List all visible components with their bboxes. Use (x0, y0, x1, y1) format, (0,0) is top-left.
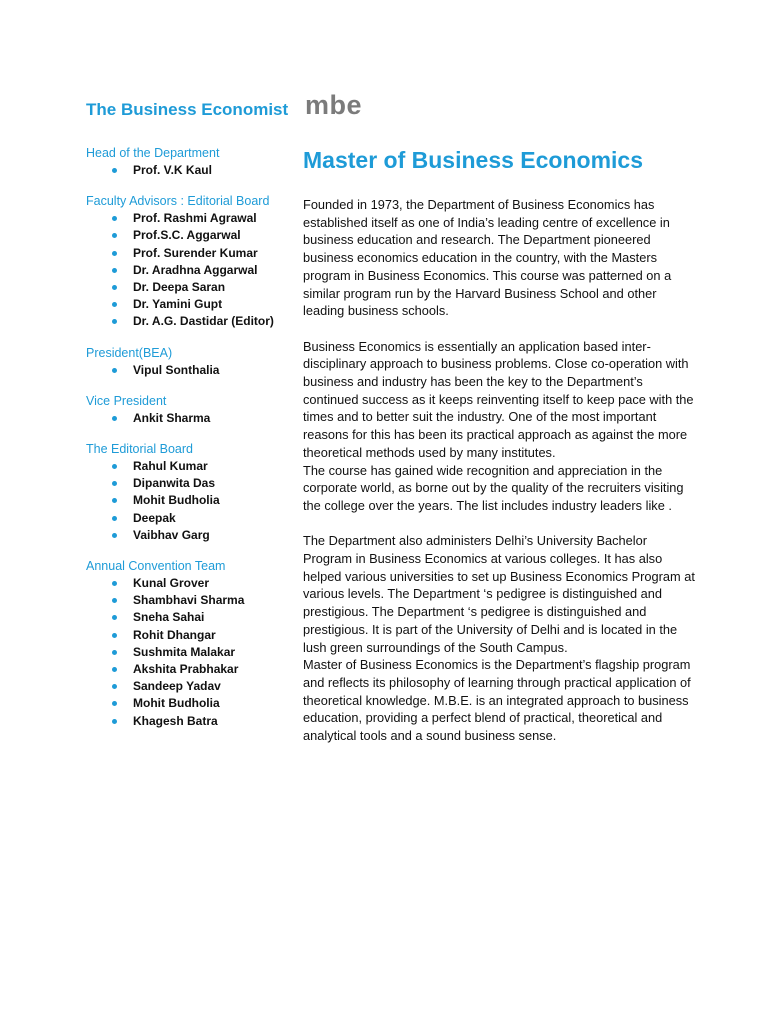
member-name: Shambhavi Sharma (133, 593, 245, 608)
member-name: Prof.S.C. Aggarwal (133, 228, 241, 243)
member-item (86, 162, 286, 179)
sidebar (86, 145, 286, 744)
section-head-of-department (86, 145, 286, 179)
member-item (86, 575, 286, 592)
member-item (86, 713, 286, 730)
bullet-icon (112, 481, 117, 486)
bullet-icon (112, 464, 117, 469)
member-item (86, 296, 286, 313)
member-item (86, 458, 286, 475)
member-name: Prof. Surender Kumar (133, 245, 258, 260)
member-name: Dr. Yamini Gupt (133, 297, 223, 312)
member-item (86, 245, 286, 262)
member-item (86, 678, 286, 695)
member-name: Sushmita Malakar (133, 644, 236, 659)
bullet-icon (112, 667, 117, 672)
member-item (86, 609, 286, 626)
member-item (86, 227, 286, 244)
member-item (86, 644, 286, 661)
member-item (86, 362, 286, 379)
member-item (86, 510, 286, 527)
member-item (86, 695, 286, 712)
paragraph-approach: Business Economics is essentially an application based inter-disciplinary approach to business problems. Close co-operation with business and industry has been the key to the Department’s continued success as it keeps reinventing itself to keep pace with the times and to better suit the industry. One of the most important reasons for this has been its practical approach as against the more theoretical methods used by many institutes. (303, 338, 694, 460)
bullet-icon (112, 168, 117, 173)
masthead-title: The Business Economist (86, 100, 289, 119)
member-name: Khagesh Batra (133, 713, 218, 728)
member-name: Sneha Sahai (133, 610, 205, 625)
section-vice-president (86, 393, 286, 427)
member-name: Akshita Prabhakar (133, 662, 239, 677)
paragraph-gap (303, 320, 698, 338)
member-name: Vipul Sonthalia (133, 362, 220, 377)
bullet-icon (112, 533, 117, 538)
member-item (86, 661, 286, 678)
bullet-icon (112, 650, 117, 655)
bullet-icon (112, 516, 117, 521)
section-heading: President(BEA) (86, 345, 173, 360)
section-annual-convention-team (86, 558, 286, 730)
bullet-icon (112, 498, 117, 503)
member-name: Ankit Sharma (133, 410, 211, 425)
member-name: Sandeep Yadav (133, 679, 221, 694)
bullet-icon (112, 368, 117, 373)
masthead-logo: mbe (305, 90, 363, 120)
member-name: Kunal Grover (133, 576, 210, 591)
section-heading: The Editorial Board (86, 442, 194, 457)
bullet-icon (112, 581, 117, 586)
member-name: Dipanwita Das (133, 476, 216, 491)
section-heading: Head of the Department (86, 146, 220, 160)
member-item (86, 627, 286, 644)
bullet-icon (112, 233, 117, 238)
paragraph-flagship: Master of Business Economics is the Department’s flagship program and reflects its philosophy of learning through practical application of theoretical knowledge. M.B.E. is an integrated approach to business education, providing a perfect blend of practical, theoretical and analytical tools and a sound business sense. (303, 657, 691, 744)
member-name: Mohit Budholia (133, 696, 220, 711)
bullet-icon (112, 633, 117, 638)
member-name: Dr. Deepa Saran (133, 280, 226, 295)
member-item (86, 592, 286, 609)
bullet-icon (112, 615, 117, 620)
member-name: Mohit Budholia (133, 493, 220, 508)
bullet-icon (112, 719, 117, 724)
main-content (303, 144, 698, 745)
member-name: Dr. A.G. Dastidar (Editor) (133, 314, 274, 329)
member-item (86, 492, 286, 509)
member-name: Prof. Rashmi Agrawal (133, 211, 257, 226)
member-item (86, 527, 286, 544)
member-name: Rohit Dhangar (133, 627, 216, 642)
member-item (86, 410, 286, 427)
member-name: Rahul Kumar (133, 459, 208, 474)
member-item (86, 279, 286, 296)
paragraph-founding: Founded in 1973, the Department of Business Economics has established itself as one of India’s leading centre of excellence in business education and research. The Department pioneered business economics education in the country, with the Masters program in Business Economics. This course was patterned on a similar program run by the Harvard Business School and other leading business schools. (303, 197, 672, 319)
bullet-icon (112, 251, 117, 256)
section-heading: Faculty Advisors : Editorial Board (86, 194, 270, 209)
member-item (86, 475, 286, 492)
section-heading: Annual Convention Team (86, 559, 226, 574)
section-editorial-board (86, 441, 286, 544)
bullet-icon (112, 319, 117, 324)
member-item (86, 210, 286, 227)
member-item (86, 262, 286, 279)
bullet-icon (112, 216, 117, 221)
member-name: Prof. V.K Kaul (133, 163, 212, 177)
paragraph-recognition: The course has gained wide recognition and appreciation in the corporate world, as borne out by the quality of the recruiters visiting the college over the years. The list includes industry leaders like . (303, 462, 684, 513)
bullet-icon (112, 268, 117, 273)
bullet-icon (112, 416, 117, 421)
member-name: Vaibhav Garg (133, 527, 210, 542)
bullet-icon (112, 598, 117, 603)
main-title: Master of Business Economics (303, 147, 643, 173)
bullet-icon (112, 701, 117, 706)
bullet-icon (112, 285, 117, 290)
section-heading: Vice President (86, 393, 167, 408)
bullet-icon (112, 684, 117, 689)
section-faculty-advisors (86, 193, 286, 330)
bullet-icon (112, 302, 117, 307)
member-name: Dr. Aradhna Aggarwal (133, 262, 258, 277)
section-president (86, 345, 286, 379)
member-item (86, 313, 286, 330)
paragraph-bachelor-program: The Department also administers Delhi’s University Bachelor Program in Business Economics at various colleges. It has also helped various universities to set up Business Economics Program at various levels. The Department ‘s pedigree is distinguished and prestigious. The Department ‘s pedigree is distinguished and prestigious. It is part of the University of Delhi and is located in the lush green surroundings of the South Campus. (303, 533, 695, 655)
member-name: Deepak (133, 510, 176, 525)
paragraph-gap (303, 515, 698, 533)
